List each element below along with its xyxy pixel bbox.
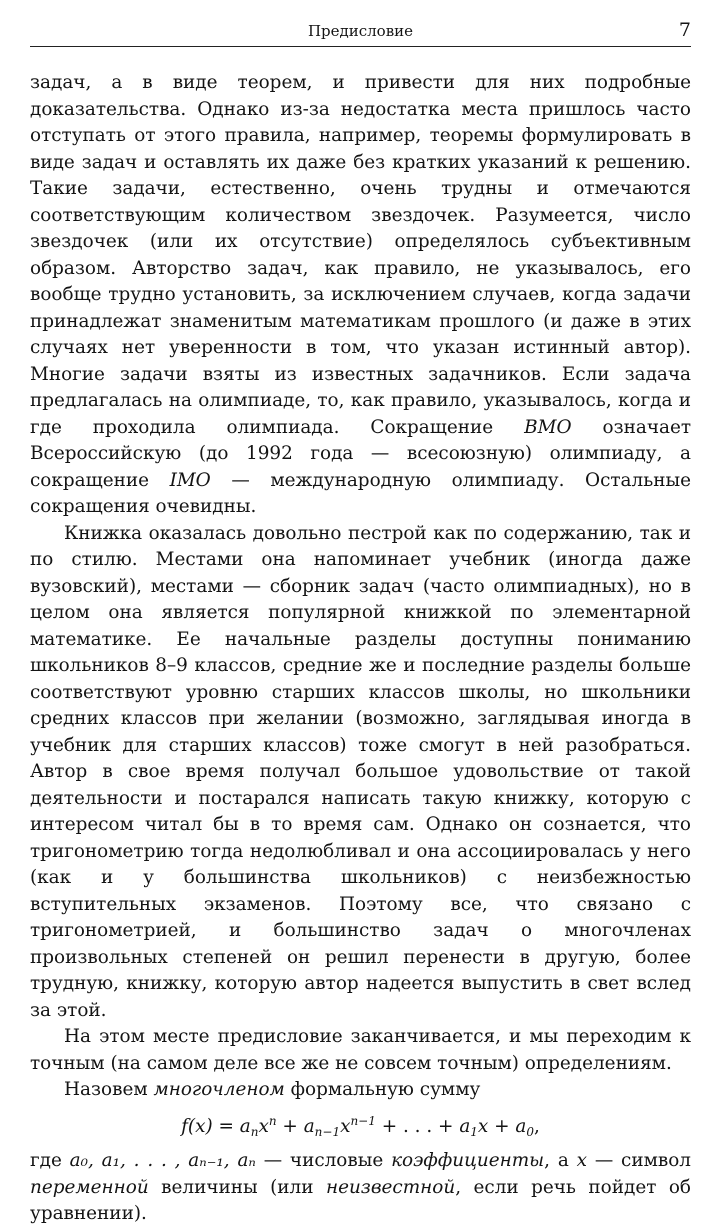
paragraph-5-text-b: — числовые xyxy=(255,1150,392,1171)
formula-sub-n-1: n−1 xyxy=(314,1124,341,1139)
paragraph-5-text-f: , если речь пойдет об уравнении). xyxy=(30,1176,691,1224)
paragraph-5-text-e: величины (или xyxy=(148,1176,326,1198)
paragraph-5-text-a: где xyxy=(30,1150,70,1171)
formula-plus-1: + xyxy=(276,1115,304,1137)
coefficient-list: a₀, a₁, . . . , aₙ₋₁, aₙ xyxy=(69,1150,256,1171)
running-header xyxy=(30,18,691,47)
paragraph-5 xyxy=(30,1148,691,1228)
term-polynomial: многочленом xyxy=(153,1079,285,1100)
formula-sup-n-1: n−1 xyxy=(350,1113,376,1128)
paragraph-1 xyxy=(30,70,691,521)
formula-sub-n: n xyxy=(250,1124,259,1139)
formula-coef-n-1: a xyxy=(303,1115,315,1137)
paragraph-4 xyxy=(30,1077,691,1104)
formula-var-3: x xyxy=(477,1115,489,1137)
paragraph-1-text-c: — международную олимпиаду. Остальные сокращения очевидны. xyxy=(30,469,691,517)
term-coefficients: коэффициенты xyxy=(391,1150,545,1171)
term-unknown: неизвестной xyxy=(325,1176,456,1198)
paragraph-1-text-a: задач, а в виде теорем, и привести для них подробные доказательства. Однако из-за недостатка места пришлось часто отступать от этого правила, например, теоремы формулировать в виде задач и оставлять их даже без кратких указаний к решению. Такие задачи, естественно, очень трудны и отмечаются соответствующим количеством звездочек. Разумеется, число звездочек (или их отсутствие) определялось субъективным образом. Авторство задач, как правило, не указывалось, его вообще трудно установить, за исключением случаев, когда задачи принадлежат знаменитым математикам прошлого (и даже в этих случаях нет уверенности в том, что указан истинный автор). Многие задачи взяты из известных задачников. Если задача предлагалась на олимпиаде, то, как правило, указывалось, когда и где проходила олимпиада. Сокращение xyxy=(30,72,691,438)
page-body xyxy=(30,70,691,1228)
paragraph-4-text-a: Назовем xyxy=(64,1079,154,1100)
paragraph-3: На этом месте предисловие заканчивается, и мы переходим к точным (на самом деле все же не совсем точным) определениям. xyxy=(30,1026,691,1074)
formula-end: , xyxy=(534,1115,540,1137)
formula-plus-2: + . . . + xyxy=(375,1115,460,1137)
formula-sub-0: 0 xyxy=(526,1124,535,1139)
formula-var-2: x xyxy=(340,1115,351,1137)
abbr-imo: IMO xyxy=(169,469,211,491)
formula-sub-1: 1 xyxy=(470,1124,478,1139)
running-header-title: Предисловие xyxy=(307,22,414,40)
formula-var-1: x xyxy=(258,1115,269,1137)
formula-coef-0: a xyxy=(515,1115,527,1137)
paragraph-1-text-b: означает Всероссийскую (до 1992 года — всесоюзную) олимпиаду, а сокращение xyxy=(30,416,692,491)
paragraph-5-text-c: , а xyxy=(544,1150,577,1171)
page-number: 7 xyxy=(678,19,691,41)
abbr-vmo: ВМО xyxy=(524,416,572,438)
formula-lhs: f(x) = xyxy=(181,1115,240,1137)
formula-plus-3: + xyxy=(488,1115,516,1137)
term-variable: переменной xyxy=(30,1176,149,1198)
paragraph-4-text-b: формальную сумму xyxy=(284,1079,481,1100)
paragraph-5-text-d: — символ xyxy=(587,1150,691,1171)
polynomial-formula xyxy=(30,1114,691,1141)
paragraph-2: Книжка оказалась довольно пестрой как по содержанию, так и по стилю. Местами она напоминает учебник (иногда даже вузовский), местами — сборник задач (часто олимпиадных), но в целом она является популярной книжкой по элементарной математике. Ее начальные разделы доступны пониманию школьников 8–9 классов, средние же и последние разделы больше соответствуют уровню старших классов школы, но школьники средних классов при желании (возможно, заглядывая иногда в учебник для старших классов) тоже смогут в ней разобраться. Автор в свое время получал большое удовольствие от такой деятельности и постарался написать такую книжку, которую с интересом читал бы в то время сам. Однако он сознается, что тригонометрию тогда недолюбливал и она ассоциировалась у него (как и у большинства школьников) с неизбежностью вступительных экзаменов. Поэтому все, что связано с тригонометрией, и большинство задач о многочленах произвольных степеней он решил перенести в другую, более трудную, книжку, которую автор надеется выпустить в свет вслед за этой. xyxy=(30,522,691,1021)
formula-coef-n: a xyxy=(239,1115,251,1137)
variable-x: x xyxy=(576,1150,587,1171)
formula-coef-1: a xyxy=(459,1115,471,1137)
formula-sup-n: n xyxy=(268,1113,277,1128)
